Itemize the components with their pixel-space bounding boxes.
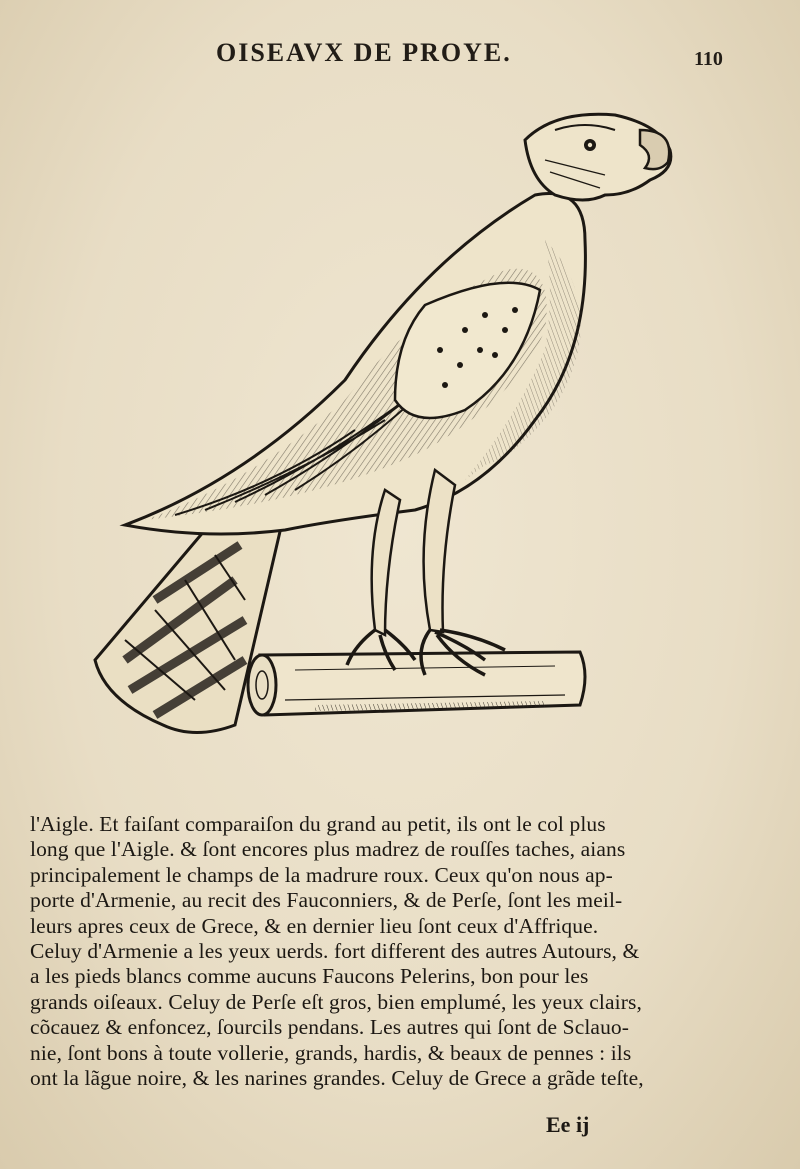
text-line: leurs apres ceux de Grece, & en dernier lieu ſont ceux d'Affrique. [30, 913, 599, 938]
text-line: ont la lãgue noire, & les narines grandes. Celuy de Grece a grãde teſte, [30, 1066, 644, 1091]
text-line: principalement le champs de la madrure roux. Ceux qu'on nous ap- [30, 862, 613, 887]
page-number: 110 [694, 48, 723, 70]
bird-of-prey-illustration [85, 100, 685, 750]
text-line: Celuy d'Armenie a les yeux uerds. fort different des autres Autours, & [30, 939, 640, 964]
text-line: porte d'Armenie, au recit des Fauconniers, & de Perſe, ſont les meil- [30, 888, 623, 913]
text-line: grands oiſeaux. Celuy de Perſe eſt gros, bien emplumé, les yeux clairs, [30, 989, 642, 1014]
page-header [0, 38, 800, 78]
head [525, 114, 671, 200]
text-line: cõcauez & enfoncez, ſourcils pendans. Les autres qui ſont de Sclauo- [30, 1015, 630, 1040]
signature-mark: Ee ij [546, 1112, 590, 1137]
running-title: OISEAVX DE PROYE. [216, 38, 512, 67]
text-line: a les pieds blancs comme aucuns Faucons Pelerins, bon pour les [30, 964, 589, 989]
text-line: nie, ſont bons à toute vollerie, grands, hardis, & beaux de pennes : ils [30, 1040, 632, 1065]
body-text [30, 812, 730, 1091]
bird-body [125, 193, 585, 534]
log-perch [248, 652, 585, 715]
text-line: long que l'Aigle. & ſont encores plus madrez de rouſſes taches, aians [30, 837, 626, 862]
text-line: l'Aigle. Et faiſant comparaiſon du grand au petit, ils ont le col plus [30, 812, 606, 836]
